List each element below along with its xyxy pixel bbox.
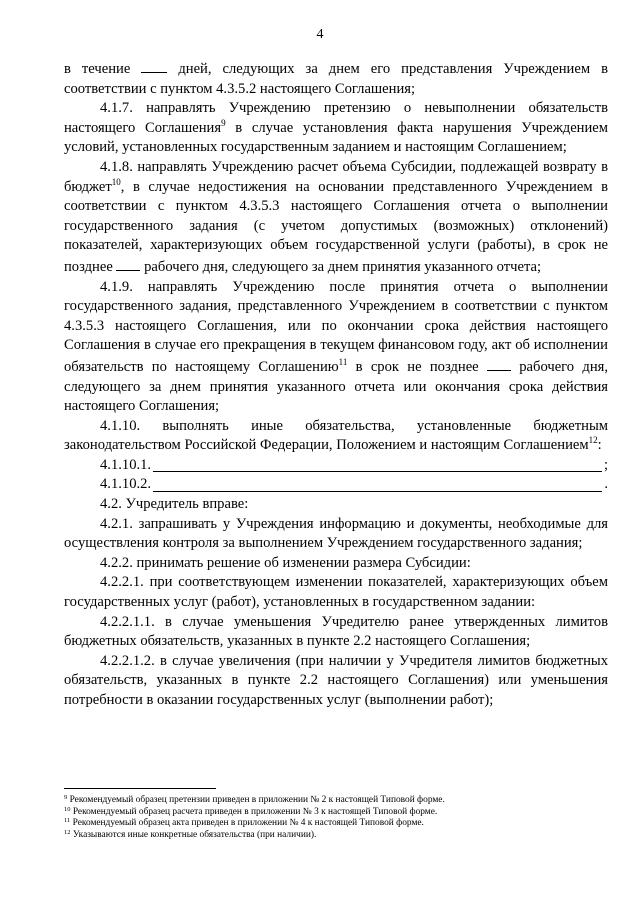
text-segment: 4.1.10. выполнять иные обязательства, установленные бюджетным законодательством Российской Федерации, Положением и настоящим Соглашением [64,417,608,454]
paragraph-4-2-2-1: 4.2.2.1. при соответствующем изменении показателей, характеризующих объем государственных услуг (работ), установленных в государственном задании: [64,574,608,611]
text-segment: в случае установления факта нарушения Учреждением условий, установленных государственным заданием и настоящим Соглашением; [64,119,609,156]
blank-field [487,356,511,371]
footnote-number: 11 [64,817,71,825]
blank-line [153,457,602,472]
item-end: . [604,476,608,493]
text-segment: рабочего дня, следующего за днем принятия указанного отчета или окончания срока действия настоящего Соглашения; [64,358,608,415]
text-segment: 4.1.7. направлять Учреждению претензию о невыполнении обязательств настоящего Соглашения [64,100,608,136]
footnote-ref: 10 [111,176,121,187]
footnote-ref: 12 [588,435,598,446]
text-segment: в срок не позднее [347,358,479,375]
item-4-1-10-2 [64,475,608,495]
footnote-text: Рекомендуемый образец акта приведен в приложении № 4 к настоящей Типовой форме. [70,818,424,829]
blank-field [116,256,140,271]
footnote-ref: 11 [338,356,348,367]
footnote-number: 10 [64,805,71,813]
text-segment: в течение [64,61,131,77]
paragraph-4-2-2-1-2: 4.2.2.1.2. в случае увеличения (при наличии у Учредителя лимитов бюджетных обязательств, указанных в пункте 2.2 настоящего Соглашения) или уменьшения потребности в оказании государственных услуг (выполнении работ); [64,652,608,708]
item-label: 4.1.10.1. [100,456,152,473]
text-segment: рабочего дня, следующего за днем принятия указанного отчета; [144,258,542,275]
paragraph-4-2-2-1-1: 4.2.2.1.1. в случае уменьшения Учредителю ранее утвержденных лимитов бюджетных обязательств, указанных в пункте 2.2 настоящего Соглашения; [64,613,608,650]
paragraph-4-1-7 [64,99,608,158]
footnote-separator [64,788,216,789]
blank-field [141,58,167,73]
text-segment: 4.1.9. направлять Учреждению после принятия отчета о выполнении государственного задания, представленного Учреждением в соответствии с пунктом 4.3.5.3 настоящего Соглашения, или по окончании срока действия настоящего Соглашения в случае его прекращения в текущем финансовом году, акт об исполнении обязательств по настоящему Соглашению [64,278,608,375]
paragraph-4-1-8 [64,158,608,278]
text-segment: , в случае недостижения на основании представленного Учреждением в соответствии с пунктом 4.3.5.3 настоящего Соглашения отчета о выполнении государственного задания (с учетом допустимых (возможных) отклонений) показателей, характеризующих объем государственной услуги (работы), в срок не позднее [64,178,608,275]
footnote-text: Рекомендуемый образец претензии приведен в приложении № 2 к настоящей Типовой форме. [67,795,445,805]
footnotes [64,795,608,841]
document-body [64,58,608,711]
footnote-number: 9 [64,794,68,801]
item-end: ; [603,456,608,473]
paragraph-4-1-9 [64,278,608,417]
item-label: 4.1.10.2. [100,476,152,493]
footnote-ref: 9 [221,117,226,128]
paragraph-4-2-2: 4.2.2. принимать решение об изменении размера Субсидии: [100,554,471,571]
footnote-10 [64,807,608,819]
paragraph-4-2-1: 4.2.1. запрашивать у Учреждения информацию и документы, необходимые для осуществления контроля за выполнением Учреждением государственного задания; [64,515,608,552]
footnote-11 [64,818,608,830]
text-segment: дней, следующих за днем его представления Учреждением в соответствии с пунктом 4.3.5.2 настоящего Соглашения; [64,61,608,97]
footnote-9 [64,795,608,807]
item-4-1-10-1 [64,456,608,476]
footnote-number: 12 [64,828,71,836]
blank-line [153,477,602,492]
footnote-text: Указываются иные конкретные обязательства (при наличии). [70,829,317,840]
paragraph-4-2: 4.2. Учредитель вправе: [100,496,249,513]
paragraph-4-1-10 [64,417,608,456]
footnote-12 [64,830,608,842]
page-number: 4 [316,27,324,42]
text-segment: : [597,437,602,454]
paragraph-continuation [64,58,608,99]
footnote-text: Рекомендуемый образец расчета приведен в приложении № 3 к настоящей Типовой форме. [70,806,438,817]
text-segment: 4.1.8. направлять Учреждению расчет объема Субсидии, подлежащей возврату в бюджет [64,158,608,195]
